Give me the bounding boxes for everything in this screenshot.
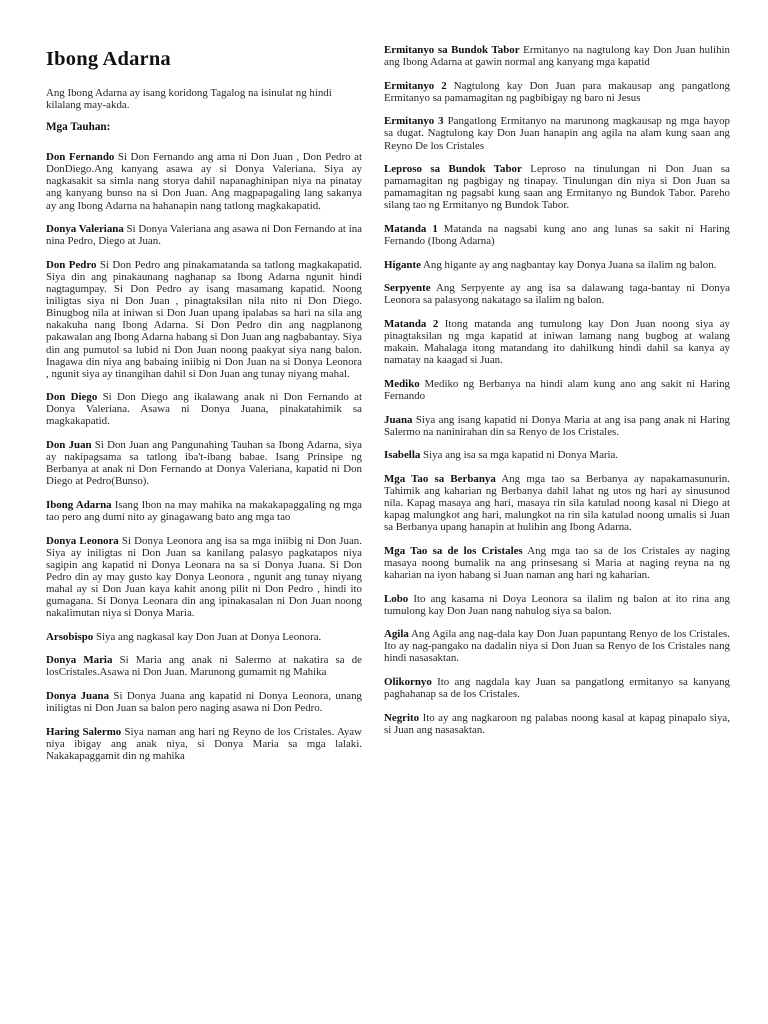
- character-description: Ermitanyo na nagtulong kay Don Juan hulihin ang Ibong Adarna at gawin normal ang kanyang mga kapatid: [384, 44, 730, 69]
- character-name: Ermitanyo sa Bundok Tabor: [384, 44, 520, 56]
- character-entry: [46, 726, 362, 762]
- character-description: Siya ang isa sa mga kapatid ni Donya Maria.: [420, 449, 619, 462]
- character-name: Don Fernando: [46, 151, 115, 164]
- character-description: Si Don Fernando ang ama ni Don Juan , Don Pedro at DonDiego.Ang kanyang asawa ay si Donya Valeriana. Siya ay nagkasakit sa simla nang storya dahil napanaghinipan niya na pinatay ang kanyang bunso na si Don Juan. Ang magpapagaling lang sakanya ay ang Ibong Adarna na hahanapin nang tatlong magkakapatid.: [46, 151, 362, 212]
- character-name: Isabella: [384, 449, 421, 462]
- character-entry: [46, 631, 362, 643]
- character-description: Siya ang isang kapatid ni Donya Maria at ang isa pang anak ni Haring Salermo na naninirahan din sa Renyo de los Cristales.: [384, 413, 730, 438]
- character-name: Mga Tao sa Berbanya: [384, 472, 496, 485]
- character-name: Mga Tao sa de los Cristales: [384, 544, 523, 557]
- character-entry: [46, 690, 362, 714]
- character-name: Juana: [384, 413, 413, 426]
- character-entry: [46, 439, 362, 487]
- character-name: Olikornyo: [384, 676, 432, 689]
- character-name: Higante: [384, 258, 421, 271]
- character-entry: [384, 44, 730, 68]
- character-description: Matanda na nagsabi kung ano ang lunas sa sakit ni Haring Fernando (Ibong Adarna): [384, 223, 731, 248]
- character-description: Si Donya Leonora ang isa sa mga iniibig ni Don Juan. Siya ay iniligtas ni Don Juan sa kanilang palasyo pagkatapos niya sagipin ang kapatid ni Donya Leonara na sa si Donya Juana. Si Don Pedro din ay may gusto kay Donya Leonora , ngunit ang tunay niyang mahal ay si Don Juan kaya kahit anong pilit ni Don Pedro , hindi ito gumagana. Si Donya Leonara din ang ipinakasalan ni Don Juan noong nakalimutan niya si Donya Maria.: [46, 534, 362, 620]
- character-entry: [384, 282, 730, 306]
- character-name: Don Juan: [46, 439, 92, 452]
- character-name: Matanda 1: [384, 223, 438, 236]
- character-entry: [384, 449, 730, 461]
- right-column: [384, 44, 730, 1024]
- character-description: Ang higante ay ang nagbantay kay Donya Juana sa ilalim ng balon.: [420, 258, 717, 271]
- character-description: Ito ay ang nagkaroon ng palabas noong kasal at kapag pinapalo siya, si Juan ang nasasaktan.: [384, 711, 730, 736]
- character-name: Ermitanyo 2: [384, 79, 447, 92]
- character-description: Si Maria ang anak ni Salermo at nakatira sa de losCristales.Asawa ni Don Juan. Marunong gumamit ng Mahika: [46, 654, 362, 679]
- character-name: Negrito: [384, 711, 420, 724]
- character-name: Lobo: [384, 592, 409, 605]
- intro-paragraph: Ang Ibong Adarna ay isang koridong Tagalog na isinulat ng hindi kilalang may-akda.: [46, 87, 332, 112]
- character-entry: [384, 628, 730, 664]
- character-entry: [384, 473, 730, 533]
- character-name: Donya Valeriana: [46, 223, 124, 236]
- character-name: Donya Juana: [46, 690, 110, 703]
- character-description: Itong matanda ang tumulong kay Don Juan noong siya ay pinagtaksilan ng mga kapatid at iniwan lamang nang bugbog at walang makain. Mahalaga itong matandang ito dahilkung hindi dahil sa kanya ay namatay na kaagad si Juan.: [384, 318, 730, 367]
- character-name: Matanda 2: [384, 318, 439, 330]
- character-description: Siya ang nagkasal kay Don Juan at Donya Leonora.: [93, 630, 322, 643]
- character-description: Si Don Diego ang ikalawang anak ni Don Fernando at Donya Valeriana. Asawa ni Donya Juana, pinakatahimik sa magkakapatid.: [46, 391, 362, 428]
- character-name: Haring Salermo: [46, 725, 122, 738]
- character-entry: [384, 676, 730, 700]
- character-entry: [46, 535, 362, 620]
- character-description: Nagtulong kay Don Juan para makausap ang pangatlong Ermitanyo sa pamamagitan ng pagbibigay ng baro ni Jesus: [384, 79, 730, 104]
- character-name: Ermitanyo 3: [384, 115, 444, 128]
- character-entry: [46, 391, 362, 427]
- right-entry-list: [384, 44, 730, 736]
- character-name: Mediko: [384, 377, 420, 390]
- character-description: Siya naman ang hari ng Reyno de los Cristales. Ayaw niya ibigay ang anak niya, si Donya Maria sa mga lalaki. Nakakapaggamit din ng mahika: [46, 725, 363, 762]
- character-entry: [384, 163, 730, 211]
- character-name: Arsobispo: [46, 630, 94, 643]
- character-entry: [384, 712, 730, 736]
- character-description: Isang Ibon na may mahika na makakapaggaling ng mga tao pero ang dumi nito ay ginagawang bato ang mga tao: [46, 498, 362, 524]
- character-description: Si Don Pedro ang pinakamatanda sa tatlong magkakapatid. Siya din ang pinakaunang naghanap sa Ibong Adarna ngunit hindi nagtagumpay. Si Don Pedro ay isang masamang kapatid. Noong iniligtas siya ni Don Juan , pinagtaksilan nila nito ni Don Diego. Binugbog nila at iniwan si Don Juan upang ipalabas sa hari na sila ang nakakuha nang Ibong Adarna. Si Don Pedro din ang nagplanong pakawalan ang Ibong Adarna habang si Don Juan ang nagbabantay. Siya din ang pumutol sa lubid ni Don Juan noong paakyat siya nang balon. Inagawa din niya ang babaing iniibig ni Don Juan na si Donya Leonora , ngunit siya ay tinangihan dahil si Don Juan ang tunay niyang mahal.: [46, 258, 362, 380]
- character-name: Serpyente: [384, 282, 431, 295]
- character-entry: [384, 593, 730, 617]
- character-name: Ibong Adarna: [46, 498, 112, 511]
- left-column: [46, 44, 362, 1024]
- character-description: Ang Agila ang nag-dala kay Don Juan papuntang Renyo de los Cristales. Ito ay nag-pangako na dadalin niya si Don Juan sa Renyo de los Cristales nang hindi nasasaktan.: [384, 628, 730, 665]
- section-heading: Mga Tauhan:: [46, 121, 111, 134]
- character-description: Si Don Juan ang Pangunahing Tauhan sa Ibong Adarna, siya ay nakipagsama sa tatlong iba't-ibang babae. Isang Prinsipe ng Berbanya at anak ni Don Fernando at Donya Valeriana, kapatid ni Don Diego at Pedro(Bunso).: [46, 439, 362, 488]
- character-entry: [384, 545, 730, 581]
- character-entry: [384, 80, 730, 104]
- character-description: Ito ang kasama ni Doya Leonora sa ilalim ng balon at ito rina ang tumulong kay Don Juan nang nahulog siya sa balon.: [384, 592, 730, 617]
- character-name: Don Pedro: [46, 258, 97, 271]
- character-entry: [384, 223, 730, 247]
- character-description: Mediko ng Berbanya na hindi alam kung ano ang sakit ni Haring Fernando: [384, 377, 730, 402]
- character-entry: [46, 499, 362, 523]
- character-description: Ang Serpyente ay ang isa sa dalawang taga-bantay ni Donya Leonora sa palasyong nakatago sa ilalim ng balon.: [384, 282, 730, 307]
- character-description: Pangatlong Ermitanyo na marunong magkausap ng mga hayop sa dugat. Nagtulong kay Don Juan hanapin ang agila na alam kung saan ang Reyno De los Cristales: [384, 115, 730, 152]
- character-entry: [384, 378, 730, 402]
- character-description: Si Donya Juana ang kapatid ni Donya Leonora, unang iniligtas ni Don Juan sa balon pero naging asawa ni Don Pedro.: [46, 690, 362, 715]
- character-name: Leproso sa Bundok Tabor: [384, 163, 522, 176]
- character-entry: [384, 318, 730, 366]
- character-entry: [384, 259, 730, 271]
- character-description: Ang mga tao sa Berbanya ay napakamasunurin. Tahimik ang kaharian ng Berbanya dahil lahat ng utos ng hari ay sinusunod nila. Kapag masaya ang hari, masaya rin sila katulad noong kasal ni Diego at kapag malungkot ang hari, malungkot na rin sila katulad noong umalis si Juan sa Berbanya upang hanapin at hulihin ang Ibong Adarna.: [384, 472, 730, 534]
- character-entry: [384, 414, 730, 438]
- document-title: Ibong Adarna: [46, 48, 171, 70]
- character-name: Don Diego: [46, 391, 98, 404]
- left-entry-list: [46, 151, 362, 762]
- character-name: Donya Maria: [46, 654, 113, 667]
- character-description: Leproso na tinulungan ni Don Juan sa pamamagitan ng pagbigay ng tinapay. Tinulungan din niya si Don Juan sa pamamagitan ng pagsabi kung saan ang Ermitanyo ng Bundok Tabor. Pareho silang tao ng Ermitanyo ng Bundok Tabor.: [384, 163, 730, 212]
- character-entry: [46, 654, 362, 678]
- character-name: Agila: [384, 628, 409, 641]
- character-description: Ang mga tao sa de los Cristales ay naging masaya noong bumalik na ang prinsesang si Maria at naging reyna na ng kaharian na iyon habang si Juan naman ang hari ng kaharian.: [384, 544, 730, 581]
- character-name: Donya Leonora: [46, 534, 119, 547]
- character-entry: [46, 151, 362, 211]
- character-description: Ito ang nagdala kay Juan sa pangatlong ermitanyo sa kanyang paghahanap sa de los Cristales.: [384, 676, 730, 701]
- character-entry: [46, 223, 362, 247]
- character-entry: [46, 259, 362, 380]
- character-description: Si Donya Valeriana ang asawa ni Don Fernando at ina nina Pedro, Diego at Juan.: [46, 223, 362, 248]
- character-entry: [384, 115, 730, 151]
